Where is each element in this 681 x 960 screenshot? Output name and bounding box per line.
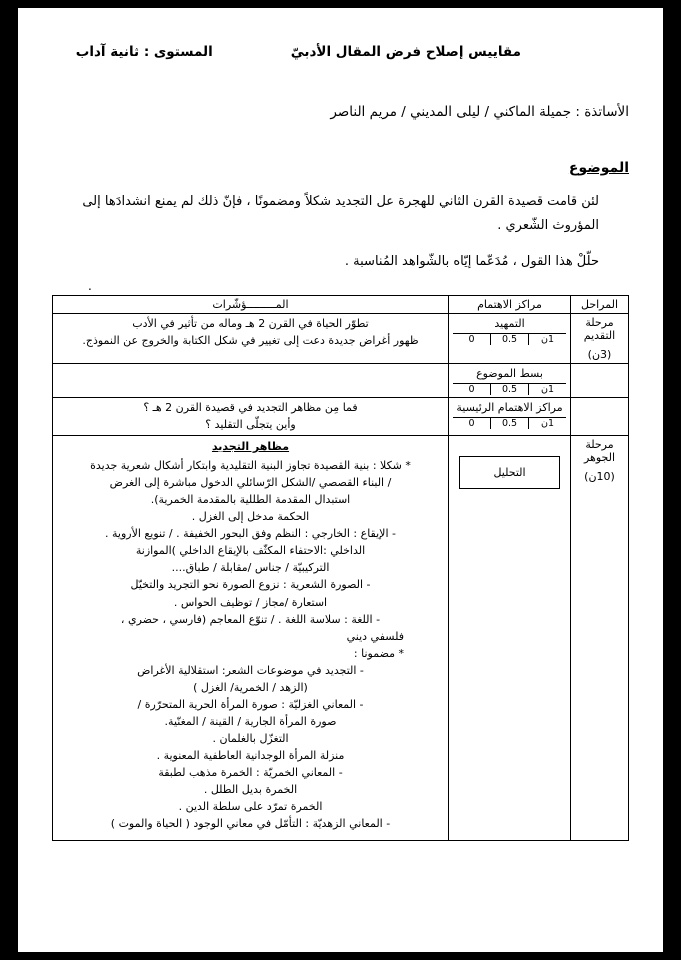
score-option: 0.5 (490, 418, 528, 429)
indicator-line: التركيبيّة / جناس /مقابلة / طباق.... (171, 561, 330, 575)
stage-cell (571, 314, 629, 364)
indicator-line: * مضمونا : (353, 646, 404, 660)
stage-points: (3ن) (587, 348, 612, 362)
focus-label: مراكز الاهتمام الرئيسية (456, 401, 563, 415)
stage-points: (10ن) (584, 470, 615, 484)
focus-cell (449, 436, 571, 841)
score-option: 0 (468, 418, 475, 430)
stage-name: مرحلة الجوهر (583, 438, 616, 465)
table-row-body (53, 436, 629, 841)
indicator-line: الخمرة بديل الطلل . (203, 783, 298, 797)
indicator-line: - المعاني الزهديّة : التأمّل في معاني الوجود ( الحياة والموت ) (110, 817, 391, 831)
indicator-line: وأين يتجلّى التقليد ؟ (205, 417, 296, 431)
indicator-line: - المعاني الخمريّة : الخمرة مذهب لطبقة (158, 765, 343, 779)
stage-cell (571, 364, 629, 398)
indicator-line: الخمرة تمرّد على سلطة الدين . (178, 800, 323, 814)
focus-cell (449, 398, 571, 436)
indicator-line: / البناء القصصي /الشكل الرّسائلي الدخول مباشرة إلى الغرض (109, 476, 392, 490)
focus-cell (449, 364, 571, 398)
score-option: 0 (468, 384, 475, 396)
table-header-row (53, 296, 629, 314)
indicators-cell (53, 364, 449, 398)
indicator-line: - المعاني الغزليّة : صورة المرأة الحرية المتحرّرة / (137, 697, 364, 711)
subject-line-1: لئن قامت قصيدة القرن الثاني للهجرة عل التجديد شكلاً ومضمونًا ، فإنّ ذلك لم يمنع انشدادَها إلى (82, 194, 599, 209)
focus-label: بسط الموضوع (476, 367, 543, 381)
indicator-line: فما مِن مظاهر التجديد في قصيدة القرن 2 هـ ؟ (143, 401, 358, 415)
indicators-cell (53, 398, 449, 436)
table-row (53, 364, 629, 398)
indicator-line: - اللغة : سلاسة اللغة . / تنوّع المعاجم (فارسي ، حضري ، (120, 612, 381, 626)
focus-label: التمهيد (494, 317, 525, 331)
stage-cell (571, 436, 629, 841)
subject-statement (52, 190, 629, 238)
indicator-line: منزلة المرأة الوجدانية العاطفية المعنوية . (156, 748, 345, 762)
indicator-line: استبدال المقدمة الطللية بالمقدمة الخمرية). (150, 493, 351, 507)
indicator-line: التغزّل بالغلمان . (212, 731, 289, 745)
stage-name: مرحلة التقديم (583, 316, 616, 343)
subject-instruction: حلّلْ هذا القول ، مُدَعّما إيّاه بالشّواهد المُناسبة . (344, 254, 599, 270)
analysis-box: التحليل (459, 456, 560, 489)
indicator-line: صورة المرأة الجارية / القينة / المغنّية. (164, 714, 337, 728)
indicator-line: الحكمة مدخل إلى الغزل . (191, 510, 310, 524)
score-option: 0 (468, 334, 475, 346)
subject-line-2: المؤروث الشّعري . (497, 218, 599, 234)
indicator-line: (الزهد / الخمرية/ الغزل ) (193, 680, 308, 694)
document-header (52, 44, 521, 60)
header-focus: مراكز الاهتمام (449, 296, 571, 314)
indicators-cell (53, 436, 449, 841)
header-title: مقاييس إصلاح فرض المقال الأدبيّ (290, 44, 521, 60)
score-scale (453, 417, 566, 429)
table-row (53, 398, 629, 436)
indicator-line: * شكلا : بنية القصيدة تجاوز البنية التقليدية وابتكار أشكال شعرية جديدة (90, 459, 411, 473)
score-option: 0.5 (490, 334, 528, 345)
indicator-line: تطوّر الحياة في القرن 2 هـ وماله من تأثير في الأدب (132, 317, 369, 331)
focus-cell (449, 314, 571, 364)
header-stage: المراحل (571, 296, 629, 314)
subject-heading: الموضوع (568, 160, 629, 176)
teachers-line: الأساتذة : جميلة الماكني / ليلى المديني / مريم الناصر (330, 104, 629, 120)
page-dot-mark: . (88, 279, 92, 294)
table-row (53, 314, 629, 364)
indicator-line: ظهور أغراض جديدة دعت إلى تغيير في شكل الكتابة والخروج عن النموذج. (82, 333, 419, 347)
stage-cell (571, 398, 629, 436)
score-option: 0.5 (490, 384, 528, 395)
document-page (18, 8, 663, 952)
score-scale (453, 383, 566, 395)
header-indicators: المـــــــــؤشّرات (53, 296, 449, 314)
score-option: 1ن (528, 334, 566, 345)
indicators-cell (53, 314, 449, 364)
indicator-line: فلسفي ديني (346, 629, 404, 643)
indicator-line: - الإيقاع : الخارجي : النظم وفق البحور الخفيفة . / تنويع الأروية . (105, 527, 396, 541)
evaluation-table (52, 295, 629, 841)
indicator-line: الداخلي :الاحتفاء المكثّف بالإيقاع الداخلي )الموازنة (135, 544, 366, 558)
score-option: 1ن (528, 418, 566, 429)
indicators-title: مظاهر التجديد (211, 440, 290, 454)
indicator-line: استعارة /مجاز / توظيف الحواس . (173, 595, 328, 609)
indicator-line: - الصورة الشعرية : نزوع الصورة نحو التجريد والتخيّل (130, 578, 371, 592)
header-level: المستوى : ثانية آداب (75, 44, 213, 60)
score-scale (453, 333, 566, 345)
score-option: 1ن (528, 384, 566, 395)
indicator-line: - التجديد في موضوعات الشعر: استقلالية الأغراض (137, 663, 364, 677)
